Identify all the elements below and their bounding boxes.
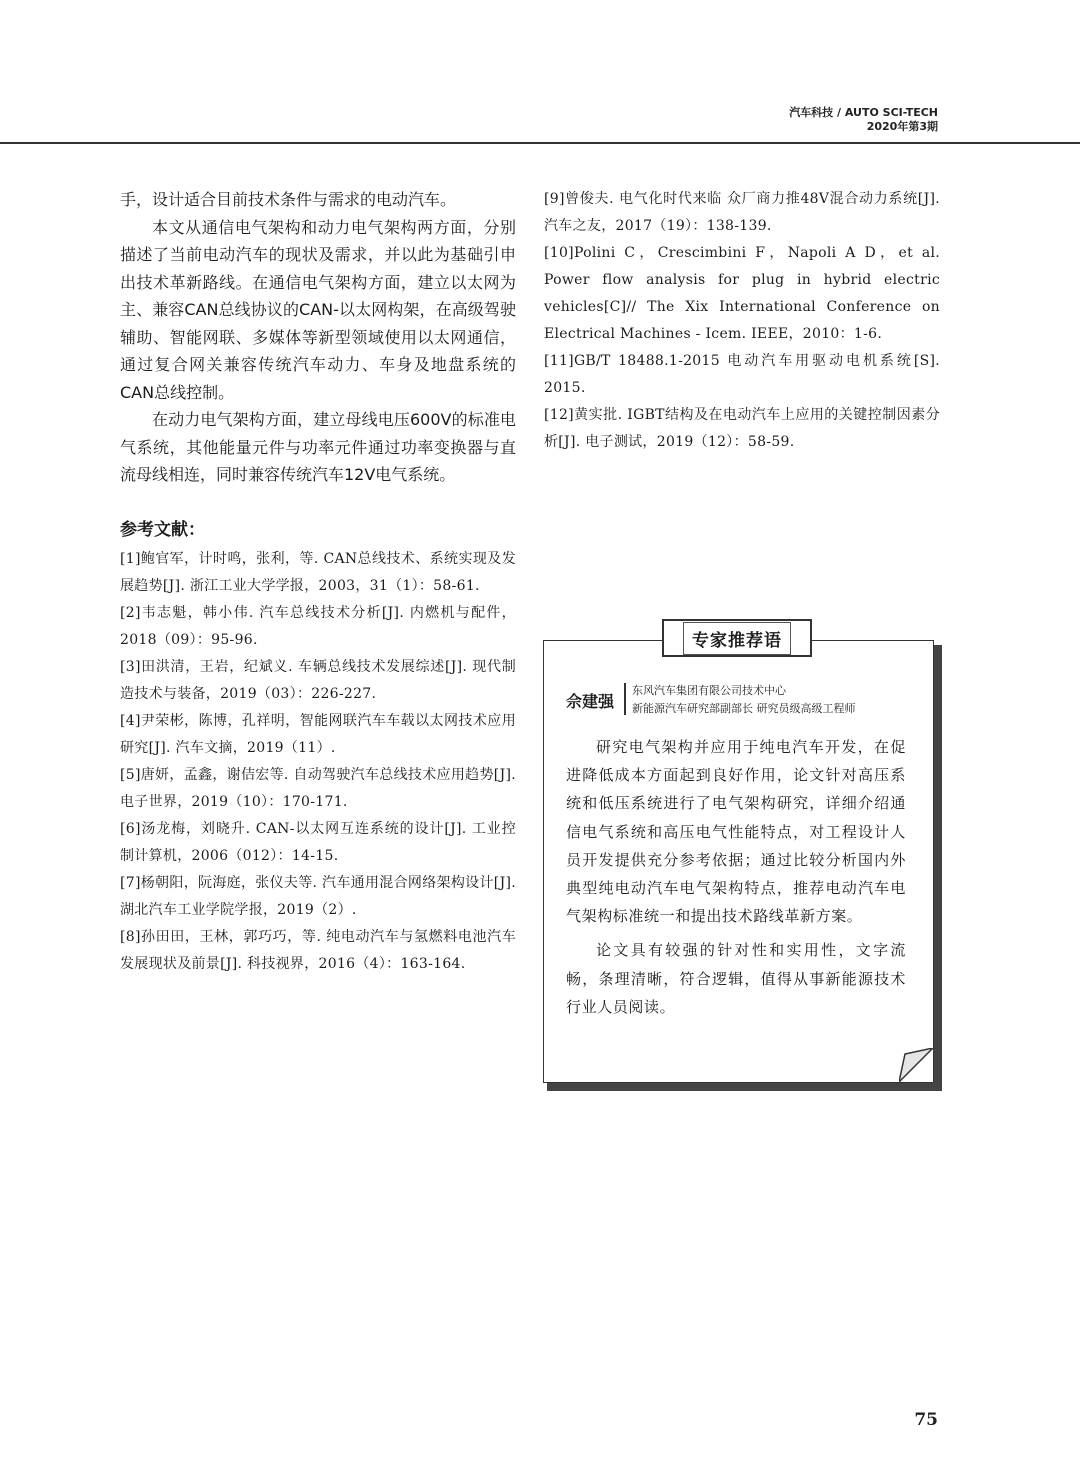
issue-label: 2020年第3期 bbox=[866, 120, 938, 133]
reference-item: [10]Polini C，Crescimbini F，Napoli A D，et al. Power flow analysis for plug in hybrid electric vehicles[C]// The Xix International Conference on Electrical Machines - Icem. IEEE，2010：1-6. bbox=[544, 245, 940, 342]
journal-name: 汽车科技 / AUTO SCI-TECH bbox=[789, 106, 938, 119]
header-rule bbox=[0, 142, 1080, 144]
expert-box-frame bbox=[543, 630, 934, 1083]
affiliation-line-2: 新能源汽车研究部副部长 研究员级高级工程师 bbox=[632, 702, 856, 715]
right-column bbox=[544, 186, 940, 456]
reference-item: [4]尹荣彬，陈博，孔祥明，智能网联汽车车载以太网技术应用研究[J]. 汽车文摘，2019（11）. bbox=[120, 712, 516, 756]
expert-divider bbox=[624, 683, 626, 715]
page-fold-corner bbox=[899, 1048, 933, 1082]
reference-item: [3]田洪清，王岩，纪斌义. 车辆总线技术发展综述[J]. 现代制造技术与装备，2019（03）：226-227. bbox=[120, 658, 516, 702]
reference-item: [5]唐妍，孟鑫，谢佶宏等. 自动驾驶汽车总线技术应用趋势[J]. 电子世界，2019（10）：170-171. bbox=[120, 766, 516, 810]
expert-recommendation-box bbox=[543, 630, 938, 1088]
body-paragraph-3: 在动力电气架构方面，建立母线电压600V的标准电气系统，其他能量元件与功率元件通过功率变换器与直流母线相连，同时兼容传统汽车12V电气系统。 bbox=[120, 410, 516, 484]
expert-affiliation bbox=[632, 682, 856, 718]
running-header bbox=[789, 106, 938, 134]
expert-paragraph-1: 研究电气架构并应用于纯电汽车开发，在促进降低成本方面起到良好作用，论文针对高压系统和低压系统进行了电气架构研究，详细介绍通信电气系统和高压电气性能特点，对工程设计人员开发提供充分参考依据；通过比较分析国内外典型纯电动汽车电气架构特点，推荐电动汽车电气架构标准统一和提出技术路线革新方案。 bbox=[566, 738, 906, 926]
expert-comment bbox=[566, 733, 906, 1021]
expert-name: 佘建强 bbox=[566, 692, 615, 711]
reference-item: [12]黄实批. IGBT结构及在电动汽车上应用的关键控制因素分析[J]. 电子测试，2019（12）：58-59. bbox=[544, 407, 940, 450]
reference-item: [8]孙田田，王林，郭巧巧，等. 纯电动汽车与氢燃料电池汽车发展现状及前景[J]. 科技视界，2016（4）：163-164. bbox=[120, 928, 516, 972]
reference-item: [2]韦志魁，韩小伟. 汽车总线技术分析[J]. 内燃机与配件，2018（09）：95-96. bbox=[120, 604, 516, 648]
reference-item: [6]汤龙梅，刘晓升. CAN-以太网互连系统的设计[J]. 工业控制计算机，2006（012）：14-15. bbox=[120, 820, 516, 864]
references-heading: 参考文献： bbox=[120, 519, 205, 540]
expert-paragraph-2: 论文具有较强的针对性和实用性，文字流畅，条理清晰，符合逻辑，值得从事新能源技术行业人员阅读。 bbox=[566, 941, 906, 1016]
expert-title-tab bbox=[662, 619, 812, 657]
reference-item: [1]鲍官军，计时鸣，张利，等. CAN总线技术、系统实现及发展趋势[J]. 浙江工业大学学报，2003，31（1）：58-61. bbox=[120, 550, 516, 594]
expert-title: 专家推荐语 bbox=[683, 622, 791, 655]
left-column bbox=[120, 186, 516, 978]
body-paragraph-2: 本文从通信电气架构和动力电气架构两方面，分别描述了当前电动汽车的现状及需求，并以此为基础引申出技术革新路线。在通信电气架构方面，建立以太网为主、兼容CAN总线协议的CAN-以太网构架，在高级驾驶辅助、智能网联、多媒体等新型领域使用以太网通信，通过复合网关兼容传统汽车动力、车身及地盘系统的CAN总线控制。 bbox=[120, 217, 516, 402]
affiliation-line-1: 东风汽车集团有限公司技术中心 bbox=[632, 684, 786, 697]
body-paragraph-1: 手，设计适合目前技术条件与需求的电动汽车。 bbox=[120, 190, 457, 209]
reference-item: [7]杨朝阳，阮海庭，张仪夫等. 汽车通用混合网络架构设计[J]. 湖北汽车工业学院学报，2019（2）. bbox=[120, 874, 516, 918]
reference-item: [9]曾俊夫. 电气化时代来临 众厂商力推48V混合动力系统[J]. 汽车之友，2017（19）：138-139. bbox=[544, 191, 940, 234]
page-number: 75 bbox=[914, 1410, 938, 1430]
reference-item: [11]GB/T 18488.1-2015 电动汽车用驱动电机系统[S]. 2015. bbox=[544, 353, 940, 396]
references-list-left bbox=[120, 546, 516, 978]
